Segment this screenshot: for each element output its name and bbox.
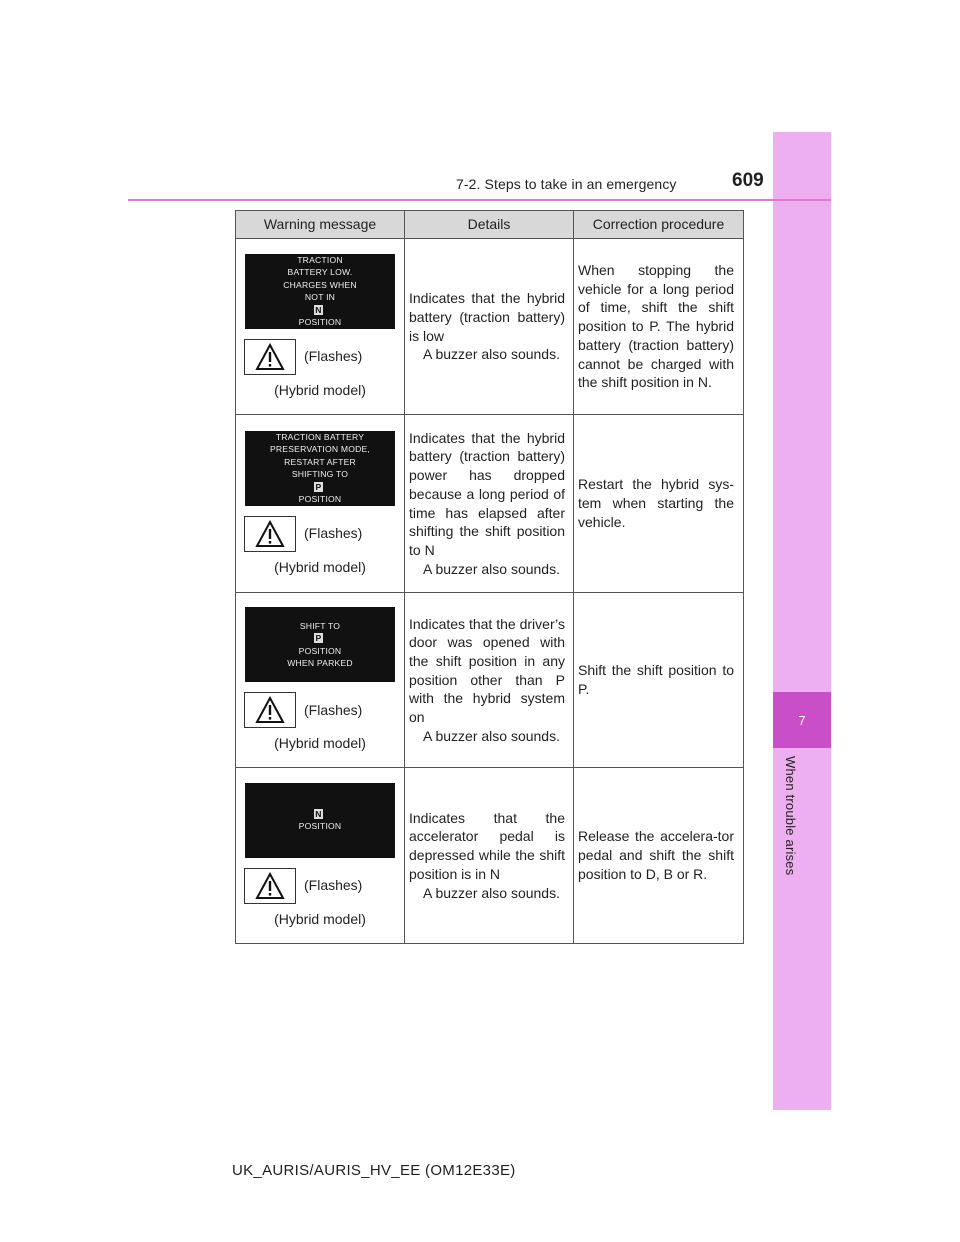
warning-triangle-icon (244, 339, 296, 375)
warning-message-cell (236, 593, 405, 768)
screen-line: POSITION (298, 494, 342, 505)
display-screen (245, 254, 395, 329)
chapter-number: 7 (773, 692, 831, 748)
details-cell (405, 593, 574, 768)
details-cell (405, 768, 574, 944)
side-chapter-tab (773, 132, 831, 1110)
buzzer-note: A buzzer also sounds. (423, 346, 560, 363)
warning-triangle-icon (244, 868, 296, 904)
column-header: Correction procedure (574, 211, 744, 239)
flashes-label: (Flashes) (304, 348, 363, 365)
buzzer-note: A buzzer also sounds. (423, 560, 560, 577)
flashes-label: (Flashes) (304, 701, 363, 718)
display-screen (245, 431, 395, 506)
model-label: (Hybrid model) (274, 735, 366, 752)
flashes-label: (Flashes) (304, 525, 363, 542)
buzzer-note: A buzzer also sounds. (423, 727, 560, 744)
table-header-row (236, 211, 744, 239)
details-cell (405, 415, 574, 593)
details-text: Indicates that the driver’s door was opened with the shift position in any position other than P with the hybrid system on (409, 615, 565, 726)
correction-cell: Shift the shift position to P. (574, 593, 744, 768)
screen-line: SHIFT TO (299, 620, 341, 631)
shift-letter-badge: N (315, 808, 322, 819)
screen-line: PRESERVATION MODE, (269, 444, 371, 455)
details-cell (405, 239, 574, 415)
correction-cell: Restart the hybrid sys-tem when starting the vehicle. (574, 415, 744, 593)
details-text: Indicates that the accelerator pedal is depressed while the shift position is in N (409, 809, 565, 882)
model-label: (Hybrid model) (274, 558, 366, 575)
warning-message-cell (236, 239, 405, 415)
warning-triangle-icon (244, 516, 296, 552)
correction-cell: When stopping the vehicle for a long period of time, shift the shift position to P. The hybrid battery (traction battery) cannot be charged with the shift position in N. (574, 239, 744, 415)
warning-triangle-icon (244, 692, 296, 728)
screen-line: SHIFTING TO (291, 469, 349, 480)
flashes-label: (Flashes) (304, 877, 363, 894)
chapter-label: When trouble arises (783, 756, 798, 876)
buzzer-note: A buzzer also sounds. (423, 884, 560, 901)
correction-cell: Release the accelera-tor pedal and shift the shift position to D, B or R. (574, 768, 744, 944)
column-header: Warning message (236, 211, 405, 239)
document-id: UK_AURIS/AURIS_HV_EE (OM12E33E) (232, 1162, 516, 1179)
table-row (236, 768, 744, 944)
shift-letter-badge: P (315, 481, 322, 492)
section-title: 7-2. Steps to take in an emergency (456, 176, 677, 192)
shift-letter-badge: P (315, 633, 322, 644)
screen-line: WHEN PARKED (287, 658, 353, 669)
screen-line: TRACTION (297, 254, 343, 265)
warning-message-cell (236, 768, 405, 944)
warning-message-table (235, 210, 744, 944)
screen-line: NOT IN (304, 292, 336, 303)
shift-letter-badge: N (315, 304, 322, 315)
warning-message-cell (236, 415, 405, 593)
page-number: 609 (732, 170, 764, 191)
screen-line: RESTART AFTER (284, 456, 356, 467)
model-label: (Hybrid model) (274, 381, 366, 398)
details-text: Indicates that the hybrid battery (traction battery) power has dropped because a long period of time has elapsed after shifting the shift position to N (409, 429, 565, 558)
table-row (236, 239, 744, 415)
model-label: (Hybrid model) (274, 910, 366, 927)
header-rule (128, 199, 831, 201)
screen-line: POSITION (298, 317, 342, 328)
screen-line: BATTERY LOW. (287, 267, 353, 278)
screen-line: CHARGES WHEN (283, 279, 357, 290)
display-screen (245, 783, 395, 858)
table-row (236, 415, 744, 593)
display-screen (245, 607, 395, 682)
column-header: Details (405, 211, 574, 239)
screen-line: POSITION (298, 645, 342, 656)
screen-line: POSITION (298, 821, 342, 832)
details-text: Indicates that the hybrid battery (traction battery) is low (409, 290, 565, 344)
screen-line: TRACTION BATTERY (275, 431, 365, 442)
table-row (236, 593, 744, 768)
